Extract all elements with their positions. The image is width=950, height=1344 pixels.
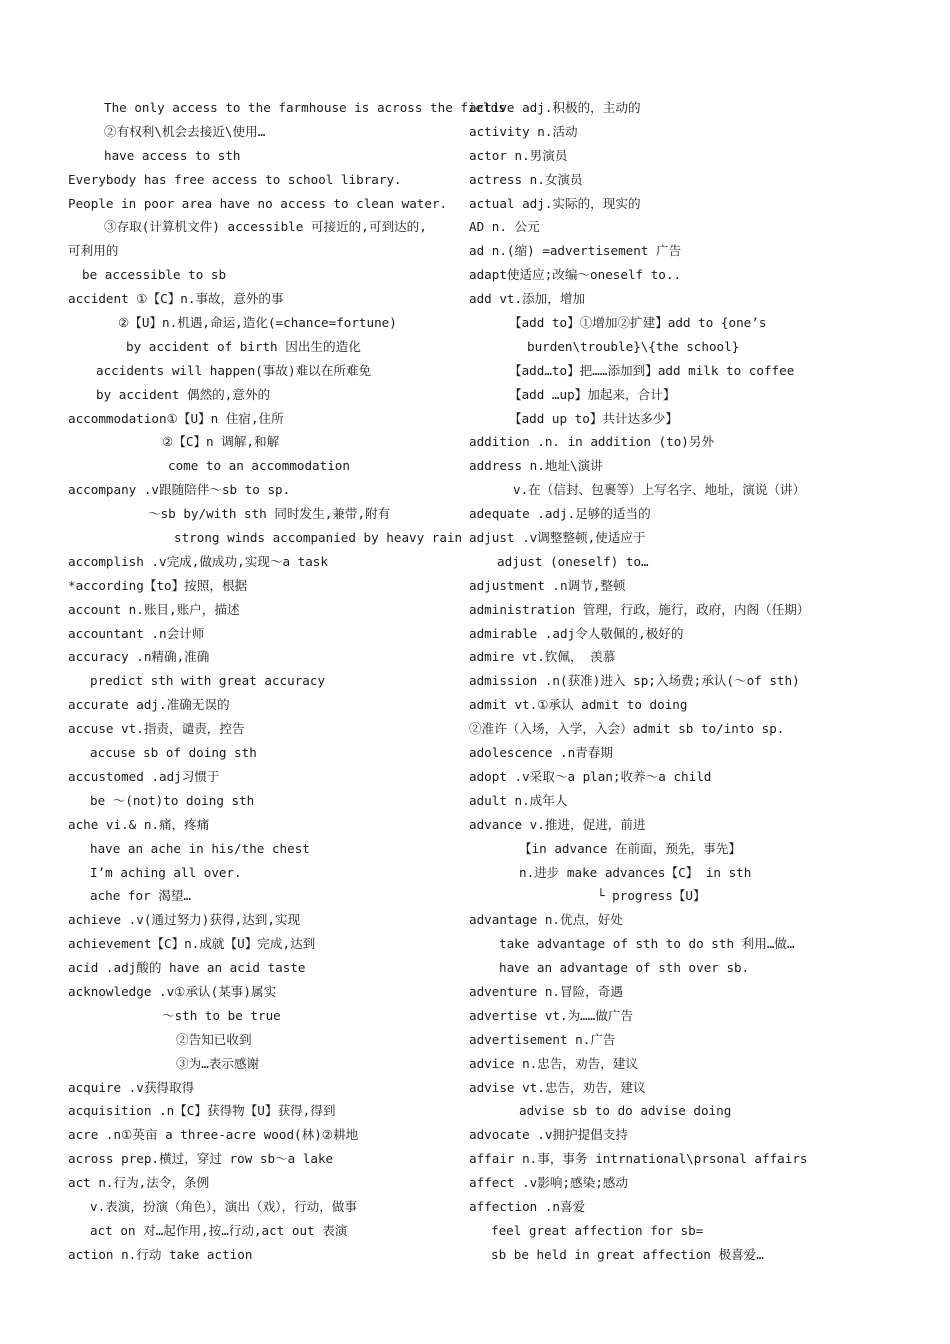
vocab-line: adult n.成年人 [469,792,568,808]
vocab-line: ③为…表示感谢 [176,1055,260,1071]
vocab-line: accomplish .v完成,做成功,实现～a task [68,553,328,569]
vocab-line: 【add…to】把……添加到】add milk to coffee [509,362,795,378]
vocab-line: adjust (oneself) to… [497,553,649,569]
vocab-line: ②准许（入场，入学，入会）admit sb to/into sp. [469,721,785,737]
vocab-line: by accident 偶然的,意外的 [96,386,271,402]
vocab-line: acknowledge .v①承认(某事)属实 [68,983,277,999]
vocab-line: People in poor area have no access to clean water. [68,195,448,211]
vocab-line: adjust .v调整整顿,使适应于 [469,530,646,546]
vocab-line: burden\trouble}\{the school} [527,338,740,354]
vocab-line: ache vi.& n.痛，疼痛 [68,816,210,832]
vocab-line: 【add …up】加起来，合计】 [509,386,676,402]
vocab-line: 可利用的 [68,243,119,259]
vocab-line: accustomed .adj习惯于 [68,768,220,784]
vocab-line: accountant .n会计师 [68,625,205,641]
vocab-line: advice n.忠告，劝告，建议 [469,1055,638,1071]
vocab-line: administration 管理，行政，施行，政府，内阁（任期） [469,601,810,617]
vocab-line: acquisition .n【C】获得物【U】获得,得到 [68,1103,336,1119]
vocab-line: 【add to】①增加②扩建】add to {one’s [509,315,767,331]
vocab-line: advocate .v拥护提倡支持 [469,1127,628,1143]
vocab-line: acre .n①英亩 a three-acre wood(林)②耕地 [68,1127,359,1143]
vocab-line: AD n. 公元 [469,219,540,235]
vocab-line: advise sb to do advise doing [519,1103,732,1119]
vocab-line: └ progress【U】 [597,888,706,904]
vocab-line: ②告知已收到 [176,1031,252,1047]
vocab-line: accompany .v跟随陪伴～sb to sp. [68,482,291,498]
vocab-line: affection .n喜爱 [469,1198,586,1214]
vocab-line: be ～(not)to doing sth [90,792,255,808]
vocab-line: accommodation①【U】n 住宿,住所 [68,410,284,426]
vocab-line: act on 对…起作用,按…行动,act out 表演 [90,1222,348,1238]
vocab-line: I’m aching all over. [90,864,242,880]
vocab-line: advance v.推进，促进，前进 [469,816,646,832]
vocab-line: adventure n.冒险，奇遇 [469,983,623,999]
vocab-line: admission .n(获准)进入 sp;入场费;承认(～of sth) [469,673,800,689]
vocab-line: actress n.女演员 [469,171,583,187]
vocab-line: account n.账目,账户，描述 [68,601,240,617]
vocab-line: strong winds accompanied by heavy rain [174,530,463,546]
vocab-line: adequate .adj.足够的适当的 [469,506,651,522]
vocab-line: accuse sb of doing sth [90,745,257,761]
vocab-line: acid .adj酸的 have an acid taste [68,960,306,976]
vocab-line: admirable .adj令人敬佩的,极好的 [469,625,684,641]
vocab-line: admit vt.①承认 admit to doing [469,697,688,713]
vocab-line: accuse vt.指责，谴责，控告 [68,721,245,737]
vocab-line: accident ①【C】n.事故，意外的事 [68,291,284,307]
vocab-line: activity n.活动 [469,123,578,139]
vocab-line: be accessible to sb [82,267,227,283]
vocab-line: adjustment .n调节,整顿 [469,577,626,593]
vocab-line: v.在（信封、包裹等）上写名字、地址，演说（讲） [513,482,806,498]
vocab-line: have access to sth [104,147,241,163]
vocab-line: feel great affection for sb= [491,1222,704,1238]
vocab-line: ache for 渴望… [90,888,192,904]
vocab-line: adolescence .n青春期 [469,745,613,761]
vocab-line: affect .v影响;感染;感动 [469,1175,628,1191]
vocab-line: ～sb by/with sth 同时发生,兼带,附有 [148,506,391,522]
vocab-line: accidents will happen(事故)难以在所难免 [96,362,372,378]
vocab-line: adopt .v采取～a plan;收养～a child [469,768,712,784]
vocab-line: actor n.男演员 [469,147,568,163]
vocab-line: achievement【C】n.成就【U】完成,达到 [68,936,316,952]
vocab-line: action n.行动 take action [68,1246,253,1262]
vocab-line: Everybody has free access to school library. [68,171,402,187]
vocab-line: ②有权利\机会去接近\使用… [104,123,266,139]
vocab-line: accurate adj.准确无误的 [68,697,230,713]
vocab-line: v.表演，扮演（角色），演出（戏），行动，做事 [90,1198,358,1214]
vocab-line: advise vt.忠告，劝告，建议 [469,1079,646,1095]
vocab-line: ③存取(计算机文件) accessible 可接近的,可到达的, [104,219,427,235]
right-vocabulary-column [469,96,889,1267]
vocab-line: accuracy .n精确,准确 [68,649,210,665]
vocab-line: ～sth to be true [162,1007,281,1023]
vocab-line: take advantage of sth to do sth 利用…做… [499,936,795,952]
vocab-line: admire vt.钦佩， 羡慕 [469,649,616,665]
vocab-line: come to an accommodation [168,458,350,474]
vocab-line: *according【to】按照，根据 [68,577,248,593]
vocab-line: have an advantage of sth over sb. [499,960,750,976]
vocab-line: n.进步 make advances【C】 in sth [519,864,752,880]
vocab-line: active adj.积极的，主动的 [469,100,641,115]
vocab-line: across prep.横过，穿过 row sb～a lake [68,1151,334,1167]
vocab-line: sb be held in great affection 极喜爱… [491,1246,764,1262]
vocab-line: act n.行为,法令，条例 [68,1175,210,1191]
vocab-line: achieve .v(通过努力)获得,达到,实现 [68,912,301,928]
vocab-line: actual adj.实际的，现实的 [469,195,641,211]
vocab-line: addition .n. in addition (to)另外 [469,434,715,450]
vocab-line: add vt.添加，增加 [469,291,586,307]
vocab-line: advertisement n.广告 [469,1031,616,1047]
vocab-line: 【add up to】共计达多少】 [509,410,678,426]
vocab-line: adapt使适应;改编～oneself to.. [469,267,682,283]
vocab-line: advantage n.优点，好处 [469,912,623,928]
vocab-line: have an ache in his/the chest [90,840,310,856]
vocab-line: by accident of birth 因出生的造化 [126,338,361,354]
vocab-line: ②【C】n 调解,和解 [162,434,280,450]
vocab-line: ad n.(缩) =advertisement 广告 [469,243,682,259]
vocab-line: address n.地址\演讲 [469,458,603,474]
vocab-line: advertise vt.为……做广告 [469,1007,634,1023]
vocab-line: 【in advance 在前面，预先，事先】 [519,840,741,856]
vocab-line: ②【U】n.机遇,命运,造化(=chance=fortune) [118,315,397,331]
vocab-line: The only access to the farmhouse is across the fields [104,100,506,115]
vocab-line: affair n.事，事务 intrnational\prsonal affairs [469,1151,808,1167]
vocab-line: predict sth with great accuracy [90,673,326,689]
vocab-line: acquire .v获得取得 [68,1079,195,1095]
